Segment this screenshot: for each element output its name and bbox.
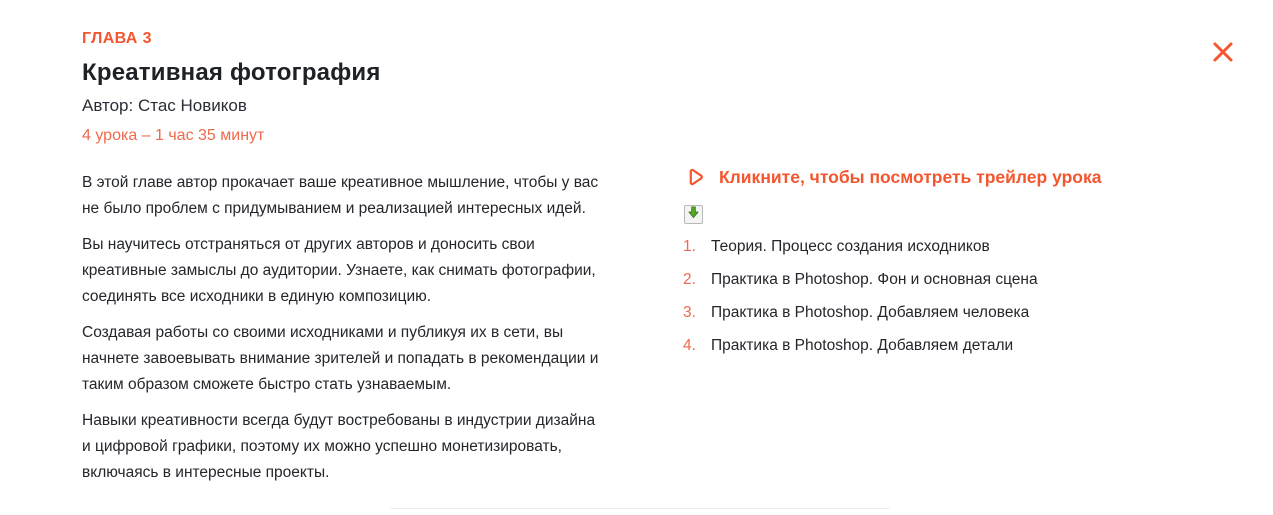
close-icon	[1211, 40, 1235, 64]
lesson-title: Теория. Процесс создания исходников	[711, 238, 990, 255]
description-paragraph: Навыки креативности всегда будут востребованы в индустрии дизайна и цифровой графики, поэтому их можно успешно монетизировать, включаясь в интересные проекты.	[82, 412, 596, 481]
lesson-list-item[interactable]	[683, 336, 1223, 356]
lesson-number: 4.	[683, 337, 696, 354]
chapter-description	[82, 170, 604, 486]
author-line: Автор: Стас Новиков	[82, 96, 247, 115]
lesson-list	[683, 237, 1223, 356]
lesson-list-item[interactable]	[683, 270, 1223, 290]
chapter-label: ГЛАВА 3	[82, 30, 152, 47]
lesson-number: 2.	[683, 271, 696, 288]
bottom-divider	[390, 508, 890, 509]
lessons-column	[683, 165, 1223, 369]
lesson-list-item[interactable]	[683, 237, 1223, 257]
download-button[interactable]	[684, 205, 703, 224]
lesson-title: Практика в Photoshop. Добавляем детали	[711, 337, 1014, 354]
green-download-arrow-icon	[687, 206, 700, 224]
lesson-number: 1.	[683, 238, 696, 255]
lesson-number: 3.	[683, 304, 696, 321]
description-paragraph: Создавая работы со своими исходниками и публикуя их в сети, вы начнете завоевывать внимание зрителей и попадать в рекомендации и таким образом сможете быстро стать узнаваемым.	[82, 324, 599, 393]
close-button[interactable]	[1209, 38, 1237, 66]
lesson-list-item[interactable]	[683, 303, 1223, 323]
chapter-info-column	[82, 30, 604, 496]
trailer-link-label: Кликните, чтобы посмотреть трейлер урока	[719, 167, 1102, 187]
duration-meta: 4 урока – 1 час 35 минут	[82, 127, 265, 144]
trailer-link[interactable]	[683, 165, 1223, 189]
page-title: Креативная фотография	[82, 59, 381, 86]
description-paragraph: В этой главе автор прокачает ваше креативное мышление, чтобы у вас не было проблем с придумыванием и реализацией интересных идей.	[82, 174, 599, 217]
description-paragraph: Вы научитесь отстраняться от других авторов и доносить свои креативные замыслы до аудитории. Узнаете, как снимать фотографии, соединять все исходники в единую композицию.	[82, 236, 596, 305]
play-icon	[683, 165, 707, 189]
lesson-title: Практика в Photoshop. Добавляем человека	[711, 304, 1030, 321]
lesson-title: Практика в Photoshop. Фон и основная сцена	[711, 271, 1038, 288]
